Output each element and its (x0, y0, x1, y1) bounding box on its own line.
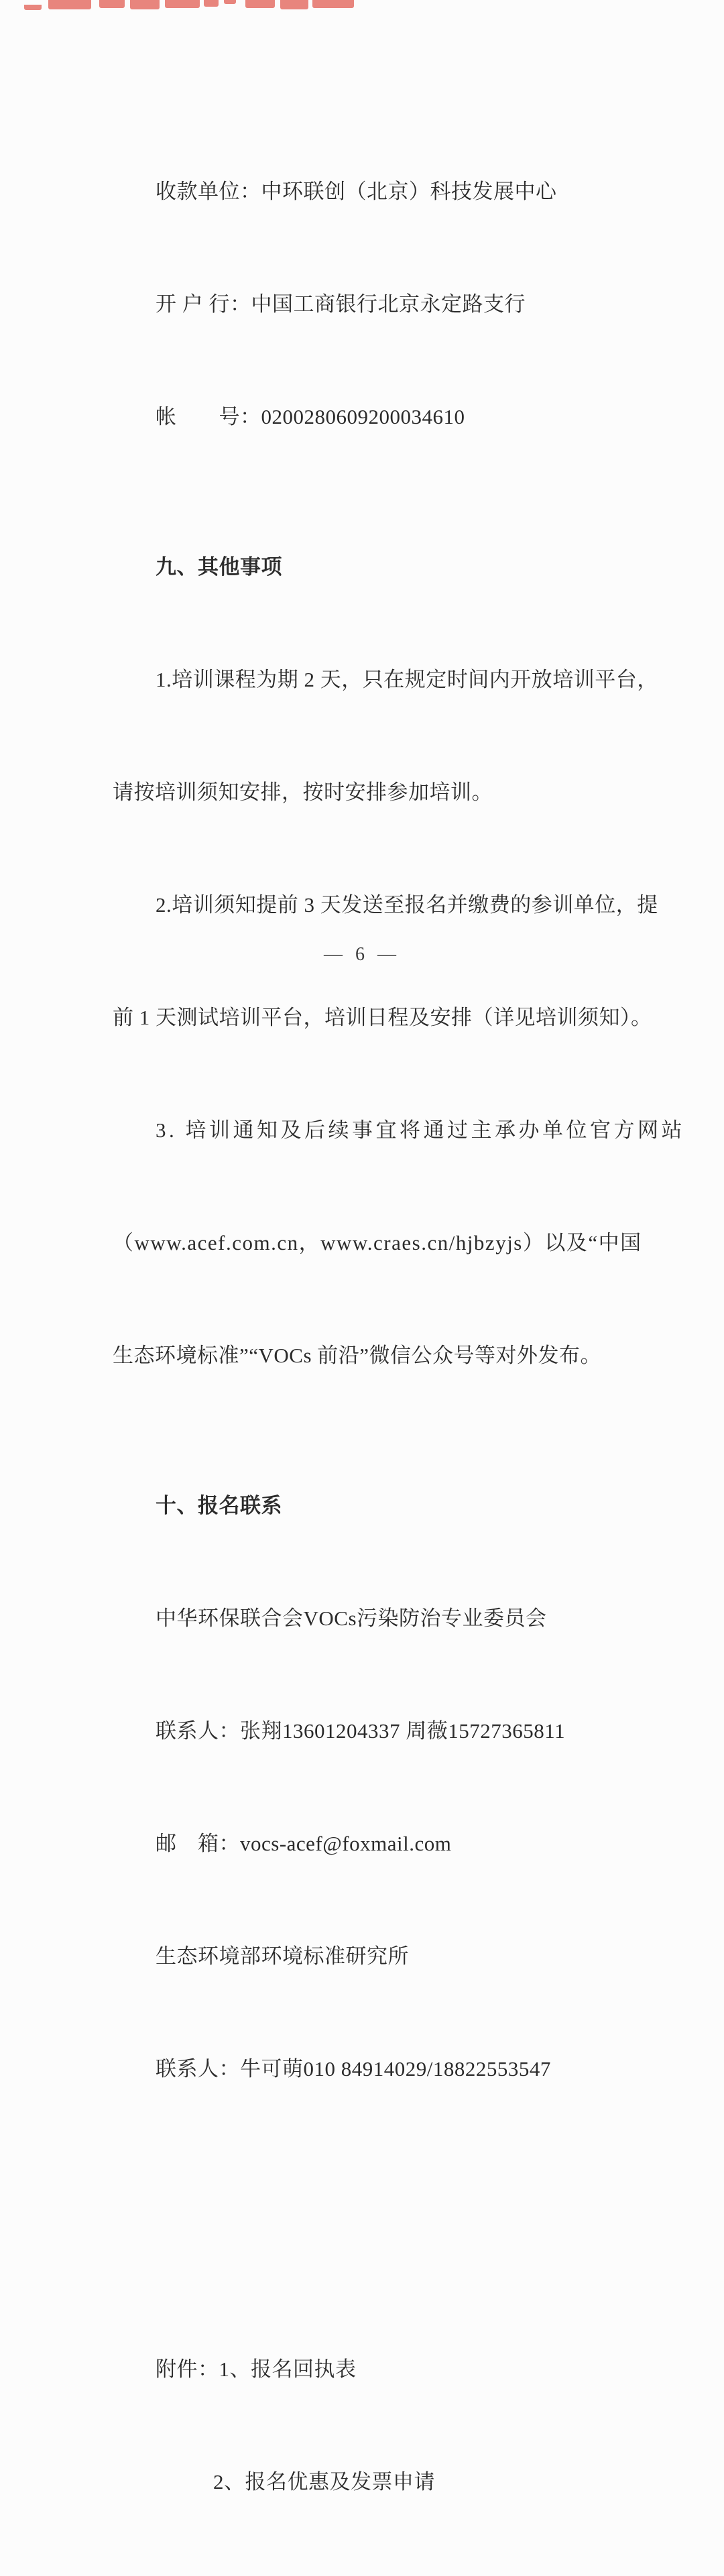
org1-name-line: 中华环保联合会VOCs污染防治专业委员会 (156, 1606, 547, 1630)
section-nine-item1-line1: 1.培训课程为期 2 天，只在规定时间内开放培训平台， (156, 668, 658, 691)
cropped-red-text-fragment (24, 0, 354, 11)
blank-line (113, 2201, 644, 2238)
section-nine-heading: 九、其他事项 (156, 555, 282, 579)
attachments-line1: 附件：1、报名回执表 (156, 2357, 357, 2381)
section-nine-item3-line1: 3. 培训通知及后续事宜将通过主承办单位官方网站 (156, 1118, 685, 1142)
document-body (113, 98, 685, 2576)
section-nine-item1-line2: 请按培训须知安排，按时安排参加培训。 (113, 780, 493, 804)
org2-contacts-line: 联系人：牛可萌010 84914029/18822553547 (156, 2057, 551, 2081)
org1-email-line: 邮 箱：vocs-acef@foxmail.com (156, 1832, 452, 1855)
page-number: — 6 — (324, 944, 400, 965)
bank-branch-line: 开 户 行：中国工商银行北京永定路支行 (156, 292, 526, 316)
section-nine-item2-line2: 前 1 天测试培训平台，培训日程及安排（详见培训须知）。 (113, 1006, 652, 1029)
section-ten-heading: 十、报名联系 (156, 1494, 282, 1517)
attachments-line2: 2、报名优惠及发票申请 (213, 2470, 435, 2494)
org1-contacts-line: 联系人：张翔13601204337 周薇15727365811 (156, 1719, 566, 1743)
org2-name-line: 生态环境部环境标准研究所 (156, 1944, 409, 1968)
account-number-line: 帐 号：0200280609200034610 (156, 405, 465, 428)
section-nine-item3-line2: （www.acef.com.cn，www.craes.cn/hjbzyjs）以及“中国 (113, 1231, 642, 1254)
section-nine-item3-line3: 生态环境标准”“VOCs 前沿”微信公众号等对外发布。 (113, 1344, 602, 1367)
section-nine-item2-line1: 2.培训须知提前 3 天发送至报名并缴费的参训单位，提 (156, 893, 658, 917)
payee-line: 收款单位：中环联创（北京）科技发展中心 (156, 180, 557, 203)
